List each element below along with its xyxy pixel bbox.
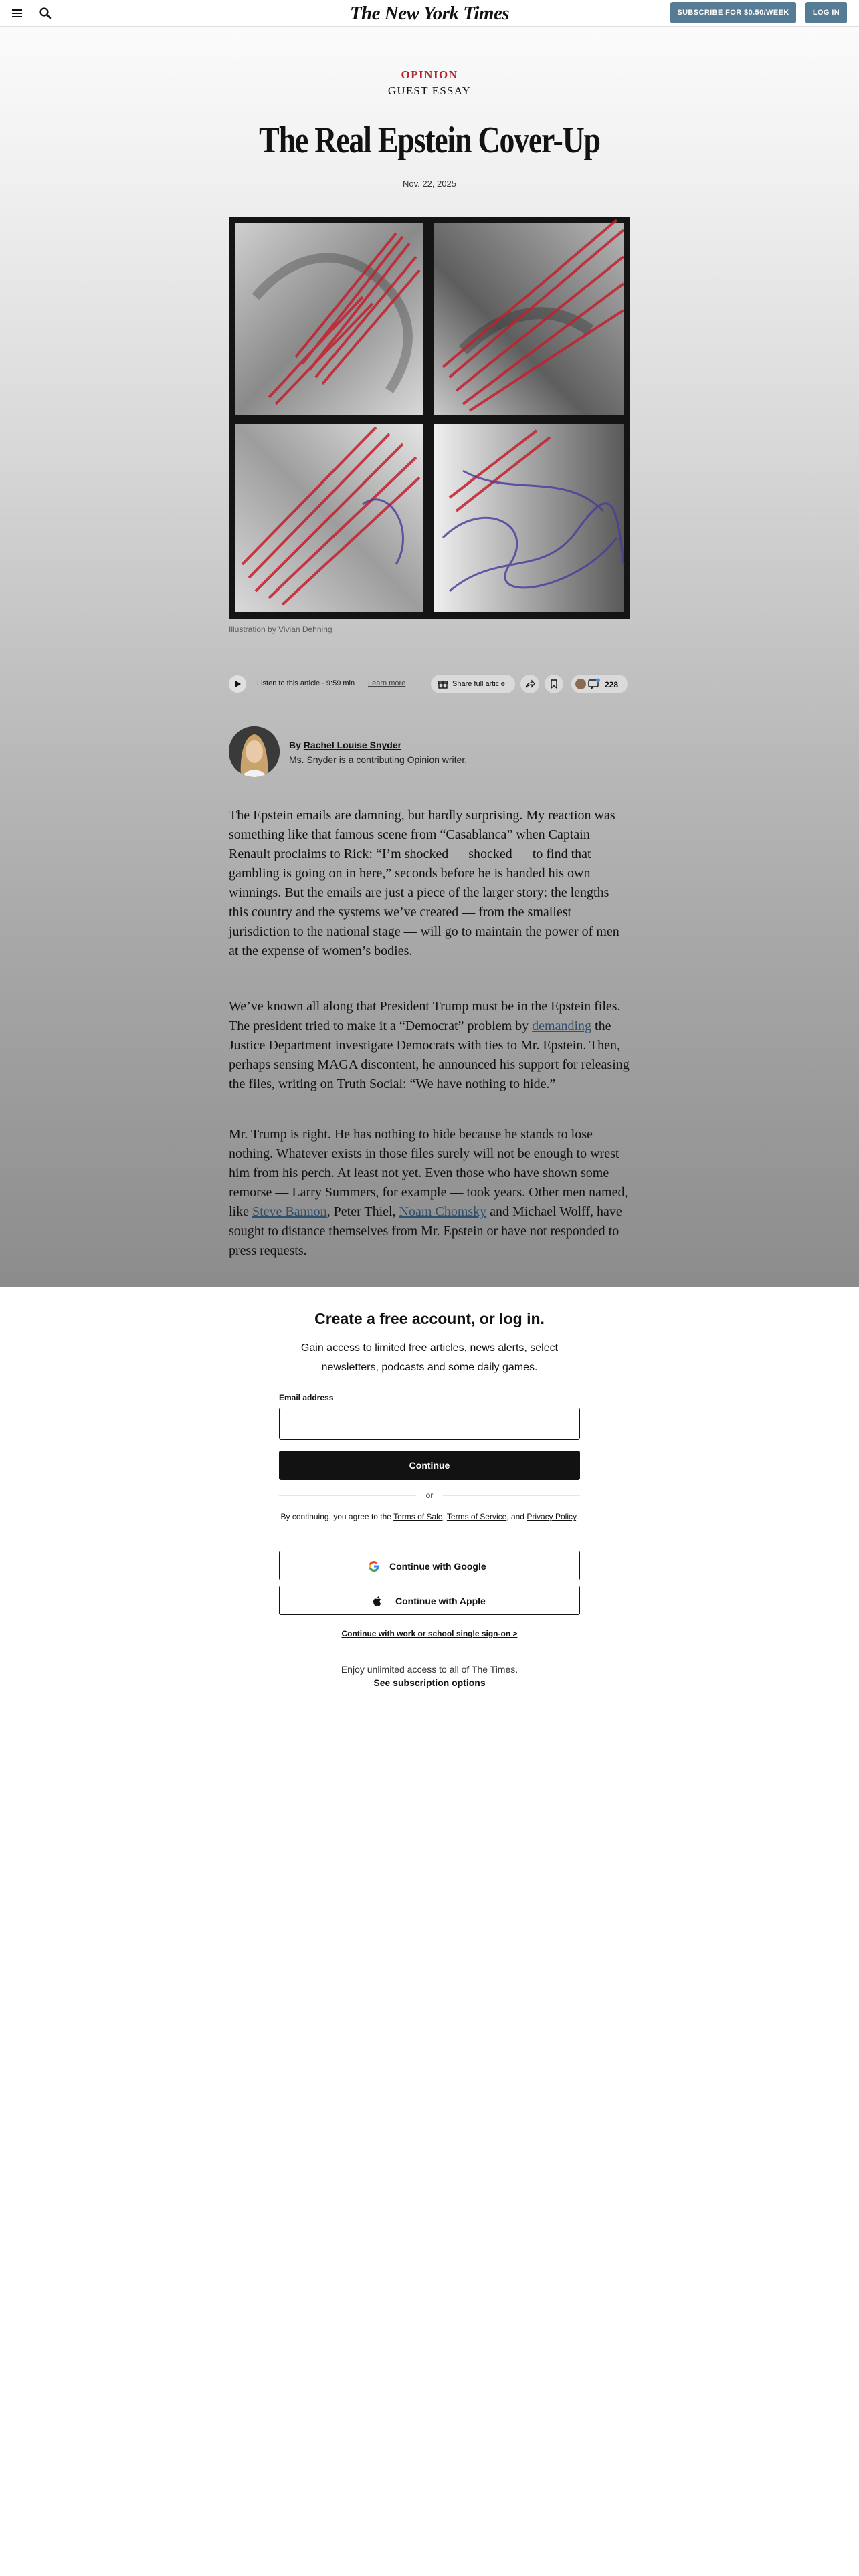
- continue-button[interactable]: Continue: [279, 1451, 580, 1480]
- steve-bannon-link[interactable]: Steve Bannon: [252, 1204, 327, 1219]
- terms-of-service-link[interactable]: Terms of Service: [446, 1512, 507, 1521]
- paragraph-text: Mr. Trump is right. He has nothing to hide because he stands to lose nothing. Whatever exists in those files surely will not be enough to wrest him from his perch. At least not yet. Even those who have shown some remorse — Larry Summers, for example — took years. Other men named, like: [229, 1127, 628, 1219]
- login-button[interactable]: LOG IN: [805, 2, 847, 23]
- subscribe-button[interactable]: SUBSCRIBE FOR $0.50/WEEK: [670, 2, 796, 23]
- terms-notice: [279, 1510, 580, 1523]
- paragraph-text: , Peter Thiel,: [326, 1204, 396, 1219]
- terms-text: ,: [442, 1512, 445, 1521]
- privacy-policy-link[interactable]: Privacy Policy: [527, 1512, 577, 1521]
- share-button[interactable]: [520, 675, 539, 693]
- article-paragraph: [229, 997, 630, 1094]
- registration-wall: [0, 1287, 859, 2576]
- subscription-options-link[interactable]: See subscription options: [373, 1677, 486, 1688]
- nyt-logo[interactable]: The New York Times: [349, 3, 510, 24]
- author-avatar: [229, 726, 280, 777]
- byline-prefix: By: [289, 740, 301, 750]
- apple-button-label: Continue with Apple: [395, 1596, 486, 1606]
- play-audio-button[interactable]: [229, 675, 246, 693]
- article-toolbar: [229, 661, 630, 706]
- or-separator: or: [425, 1491, 434, 1500]
- essay-type-label: GUEST ESSAY: [387, 84, 472, 97]
- terms-text: , and: [506, 1512, 524, 1521]
- article-region: [0, 27, 859, 1287]
- listen-label[interactable]: Listen to this article · 9:59 min: [257, 679, 355, 687]
- paragraph-text: the Justice Department investigate Democrats with ties to Mr. Epstein. Then, perhaps sensing MAGA discontent, he announced his support for releasing the files, writing on Truth Social: “We have nothing to hide.”: [229, 1018, 630, 1091]
- email-input[interactable]: [279, 1408, 580, 1440]
- sso-link[interactable]: Continue with work or school single sign-on >: [341, 1629, 518, 1638]
- paragraph-text: We’ve known all along that President Trump must be in the Epstein files. The president tried to make it a “Democrat” problem by: [229, 999, 621, 1033]
- comments-button[interactable]: [571, 675, 628, 693]
- continue-with-apple-button[interactable]: [279, 1586, 580, 1615]
- continue-with-google-button[interactable]: [279, 1551, 580, 1580]
- demanding-link[interactable]: demanding: [532, 1018, 592, 1033]
- publish-date: Nov. 22, 2025: [403, 179, 456, 189]
- google-icon: [368, 1560, 380, 1572]
- bookmark-icon: [549, 679, 559, 689]
- byline: [289, 740, 401, 750]
- apple-icon: [371, 1595, 383, 1607]
- lead-illustration: [229, 217, 630, 619]
- noam-chomsky-link[interactable]: Noam Chomsky: [399, 1204, 487, 1219]
- learn-more-link[interactable]: Learn more: [368, 679, 406, 687]
- commenter-avatar: [575, 679, 586, 689]
- google-button-label: Continue with Google: [389, 1561, 486, 1572]
- gift-icon: [438, 679, 448, 689]
- registration-title: Create a free account, or log in.: [314, 1310, 545, 1327]
- registration-description: Gain access to limited free articles, news alerts, select newsletters, podcasts and some daily games.: [300, 1342, 559, 1373]
- email-label: Email address: [279, 1393, 334, 1402]
- article-paragraph: The Epstein emails are damning, but hardly surprising. My reaction was something like that famous scene from “Casablanca” when Captain Renault proclaims to Rick: “I’m shocked — shocked — to find that gambling is going on in here,” seconds before he is handed his own winnings. But the emails are just a piece of the larger story: the lengths this country and the systems we’ve created — from the smallest jurisdiction to the national stage — will go to maintain the power of men at the expense of women’s bodies.: [229, 808, 619, 958]
- share-full-article-button[interactable]: [431, 675, 515, 693]
- comment-count: 228: [605, 680, 619, 689]
- subscription-promo-text: Enjoy unlimited access to all of The Times.: [341, 1664, 518, 1675]
- article-paragraph: [229, 1125, 630, 1261]
- share-full-article-label: Share full article: [452, 680, 505, 688]
- comment-icon: [587, 678, 601, 690]
- paragraph-text: and Michael Wolff, have sought to distance themselves from Mr. Epstein or have not responded to press requests.: [229, 1204, 622, 1258]
- author-bio: Ms. Snyder is a contributing Opinion writer.: [289, 754, 468, 765]
- save-article-button[interactable]: [545, 675, 563, 693]
- image-caption: Illustration by Vivian Dehning: [229, 625, 332, 634]
- author-link[interactable]: Rachel Louise Snyder: [303, 740, 402, 750]
- terms-text: By continuing, you agree to the: [280, 1512, 391, 1521]
- terms-text: .: [576, 1512, 579, 1521]
- terms-of-sale-link[interactable]: Terms of Sale: [393, 1512, 443, 1521]
- share-arrow-icon: [524, 679, 535, 689]
- section-kicker[interactable]: OPINION: [401, 68, 458, 81]
- site-header: [0, 0, 859, 27]
- article-headline: The Real Epstein Cover-Up: [259, 120, 600, 161]
